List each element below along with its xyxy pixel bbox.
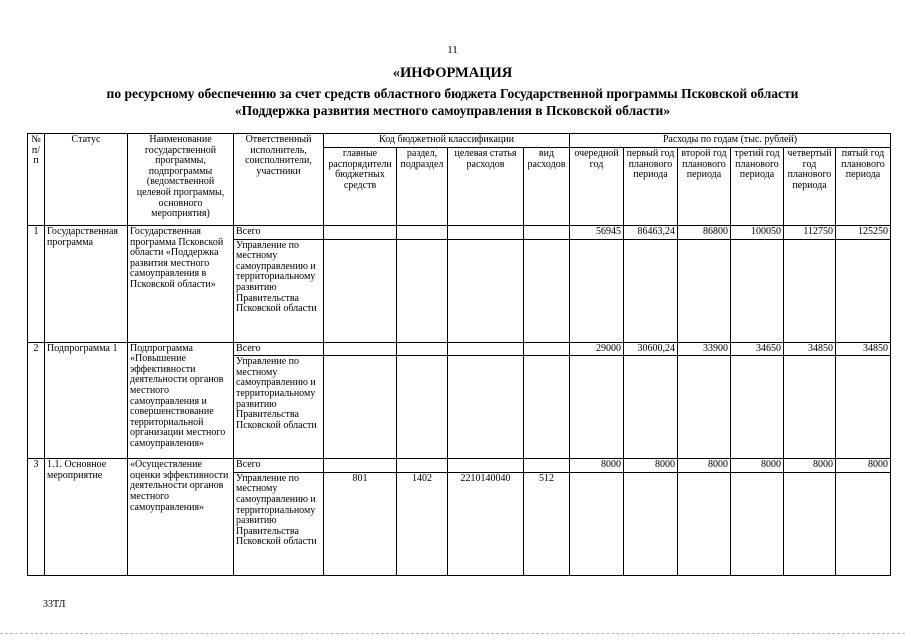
row-total-value: 29000	[570, 342, 624, 356]
row-total-value: 8000	[678, 459, 731, 473]
row-rzpr	[397, 356, 448, 459]
row-rzpr	[397, 239, 448, 342]
row-name: «Осуществление оценки эффективности деятельности органов местного самоуправления»	[128, 459, 234, 576]
header-name: Наименование государственной программы, подпрограммы (ведомственной целевой программы, основного мероприятия)	[128, 134, 234, 226]
header-status: Статус	[45, 134, 128, 226]
row-responsible: Управление по местному самоуправлению и территориальному развитию Правительства Псковской области	[234, 239, 324, 342]
row-num: 2	[28, 342, 45, 459]
table-row	[28, 226, 891, 240]
document-subtitle: по ресурсному обеспечению за счет средств областного бюджета Государственной программы Псковской области	[106, 86, 799, 101]
row-status: Государственная программа	[45, 226, 128, 343]
row-total-value: 86800	[678, 226, 731, 240]
row-grbs	[324, 239, 397, 342]
header-expenses-group: Расходы по годам (тыс. рублей)	[570, 134, 891, 148]
row-name: Государственная программа Псковской области «Поддержка развития местного самоуправления в Псковской области»	[128, 226, 234, 343]
row-total-value: 8000	[731, 459, 784, 473]
row-name: Подпрограмма «Повышение эффективности деятельности органов местного самоуправления и совершенствование территориальной организации местного самоуправления»	[128, 342, 234, 459]
row-total-value: 56945	[570, 226, 624, 240]
row-num: 1	[28, 226, 45, 343]
row-grbs	[324, 356, 397, 459]
row-vr	[524, 239, 570, 342]
program-name-title: «Поддержка развития местного самоуправления в Псковской области»	[234, 103, 671, 118]
scan-edge-line	[0, 633, 905, 634]
header-year-4: четвертый год планового периода	[784, 148, 836, 226]
header-row-1	[28, 134, 891, 148]
table-row	[28, 342, 891, 356]
row-total-value: 34850	[784, 342, 836, 356]
header-responsible: Ответственный исполнитель, соисполнители, участники	[234, 134, 324, 226]
row-total-value: 125250	[836, 226, 891, 240]
row-status: 1.1. Основное мероприятие	[45, 459, 128, 576]
row-csr: 2210140040	[448, 472, 524, 575]
row-total-value: 33900	[678, 342, 731, 356]
header-kbk-group: Код бюджетной классификации	[324, 134, 570, 148]
row-total-label: Всего	[234, 226, 324, 240]
row-total-value: 112750	[784, 226, 836, 240]
header-year-0: очередной год	[570, 148, 624, 226]
row-total-label: Всего	[234, 342, 324, 356]
header-kbk-grbs: главные распорядители бюджетных средств	[324, 148, 397, 226]
footer-code: 33ТЛ	[43, 599, 66, 610]
row-total-value: 30600,24	[624, 342, 678, 356]
header-year-3: третий год планового периода	[731, 148, 784, 226]
row-total-value: 8000	[784, 459, 836, 473]
row-responsible: Управление по местному самоуправлению и территориальному развитию Правительства Псковской области	[234, 356, 324, 459]
page-number: 11	[447, 44, 458, 56]
row-vr: 512	[524, 472, 570, 575]
header-kbk-rzpr: раздел, подраздел	[397, 148, 448, 226]
row-total-label: Всего	[234, 459, 324, 473]
header-year-5: пятый год планового периода	[836, 148, 891, 226]
row-total-value: 34850	[836, 342, 891, 356]
resource-table	[27, 133, 891, 576]
header-year-2: второй год планового периода	[678, 148, 731, 226]
header-num: № п/п	[28, 134, 45, 226]
row-total-value: 34650	[731, 342, 784, 356]
row-status: Подпрограмма 1	[45, 342, 128, 459]
row-rzpr: 1402	[397, 472, 448, 575]
document-title: «ИНФОРМАЦИЯ	[392, 65, 513, 81]
table-row	[28, 459, 891, 473]
row-csr	[448, 239, 524, 342]
row-total-value: 8000	[570, 459, 624, 473]
row-responsible: Управление по местному самоуправлению и территориальному развитию Правительства Псковской области	[234, 472, 324, 575]
row-total-value: 86463,24	[624, 226, 678, 240]
row-csr	[448, 356, 524, 459]
row-vr	[524, 356, 570, 459]
header-kbk-csr: целевая статья расходов	[448, 148, 524, 226]
row-total-value: 100050	[731, 226, 784, 240]
header-year-1: первый год планового периода	[624, 148, 678, 226]
row-num: 3	[28, 459, 45, 576]
row-grbs: 801	[324, 472, 397, 575]
row-total-value: 8000	[624, 459, 678, 473]
header-kbk-vr: вид расходов	[524, 148, 570, 226]
row-total-value: 8000	[836, 459, 891, 473]
